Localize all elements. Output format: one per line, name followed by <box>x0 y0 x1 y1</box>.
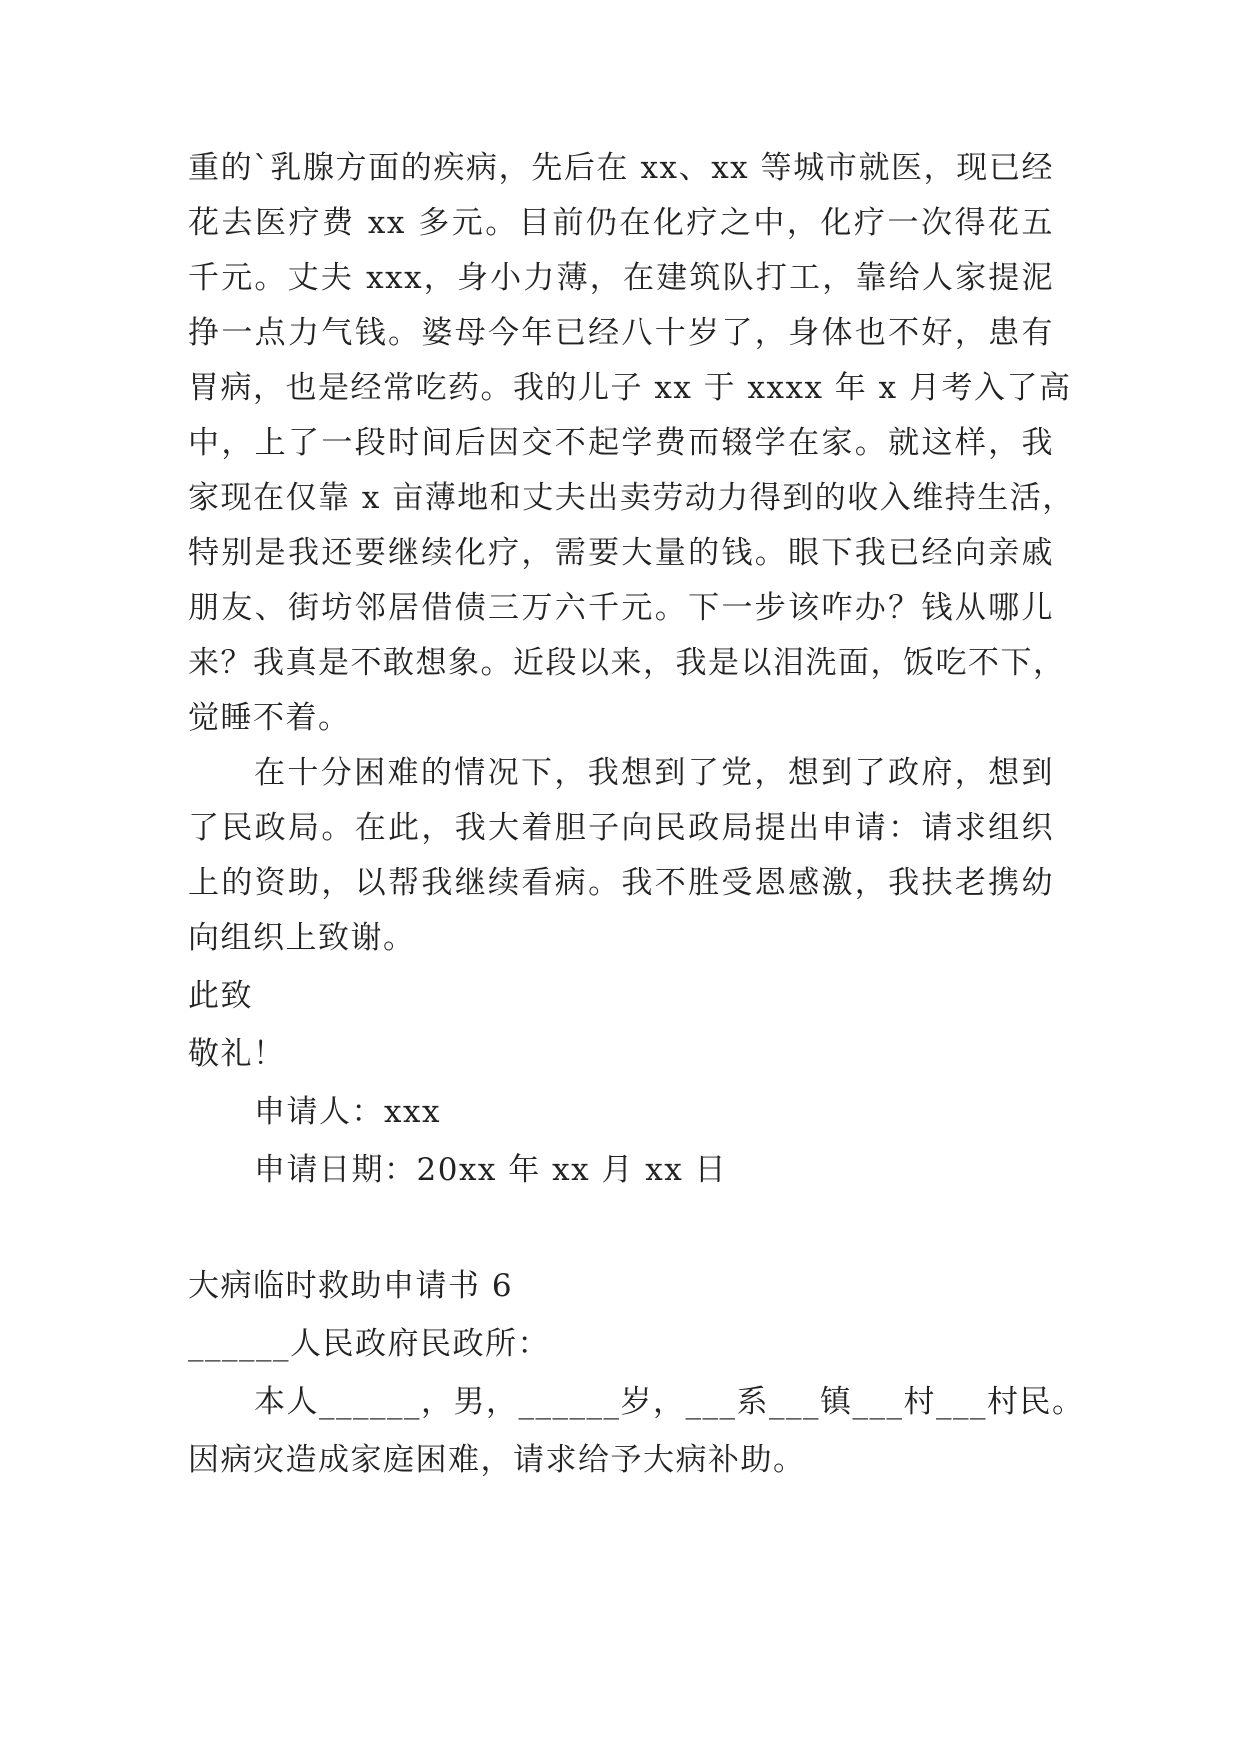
closing-salutation: 此致 <box>188 978 253 1014</box>
paragraph-2-line-3: 上的资助，以帮我继续看病。我不胜受恩感激，我扶老携幼 <box>188 865 1054 901</box>
section-title: 大病临时救助申请书 6 <box>188 1268 514 1304</box>
paragraph-1-line-3: 千元。丈夫 xxx，身小力薄，在建筑队打工，靠给人家提泥 <box>188 260 1054 296</box>
paragraph-1-line-7: 家现在仅靠 x 亩薄地和丈夫出卖劳动力得到的收入维持生活， <box>188 480 1075 516</box>
paragraph-2-line-1: 在十分困难的情况下，我想到了党，想到了政府，想到 <box>254 755 1054 791</box>
paragraph-1-line-9: 朋友、街坊邻居借债三万六千元。下一步该咋办？钱从哪儿 <box>188 590 1054 626</box>
paragraph-1-line-2: 花去医疗费 xx 多元。目前仍在化疗之中，化疗一次得花五 <box>188 205 1054 241</box>
closing-respect: 敬礼！ <box>188 1036 286 1072</box>
paragraph-3-line-2: 因病灾造成家庭困难，请求给予大病补助。 <box>188 1442 806 1478</box>
paragraph-1-line-8: 特别是我还要继续化疗，需要大量的钱。眼下我已经向亲戚 <box>188 535 1054 571</box>
paragraph-1-line-4: 挣一点力气钱。婆母今年已经八十岁了，身体也不好，患有 <box>188 315 1054 351</box>
recipient-line: ______人民政府民政所： <box>188 1326 550 1362</box>
paragraph-1-line-1: 重的`乳腺方面的疾病，先后在 xx、xx 等城市就医，现已经 <box>188 150 1054 186</box>
paragraph-1-line-6: 中，上了一段时间后因交不起学费而辍学在家。就这样，我 <box>188 425 1054 461</box>
paragraph-2-line-2: 了民政局。在此，我大着胆子向民政局提出申请：请求组织 <box>188 810 1054 846</box>
paragraph-2-line-4: 向组织上致谢。 <box>188 920 416 956</box>
paragraph-1-line-11: 觉睡不着。 <box>188 700 351 736</box>
paragraph-1-line-5: 胃病，也是经常吃药。我的儿子 xx 于 xxxx 年 x 月考入了高 <box>188 370 1072 406</box>
paragraph-1-line-10: 来？我真是不敢想象。近段以来，我是以泪洗面，饭吃不下， <box>188 645 1066 681</box>
date-line: 申请日期：20xx 年 xx 月 xx 日 <box>254 1152 728 1188</box>
applicant-line: 申请人：xxx <box>254 1094 441 1130</box>
paragraph-3-line-1: 本人______，男，______岁，___系___镇___村___村民。 <box>254 1384 1085 1420</box>
